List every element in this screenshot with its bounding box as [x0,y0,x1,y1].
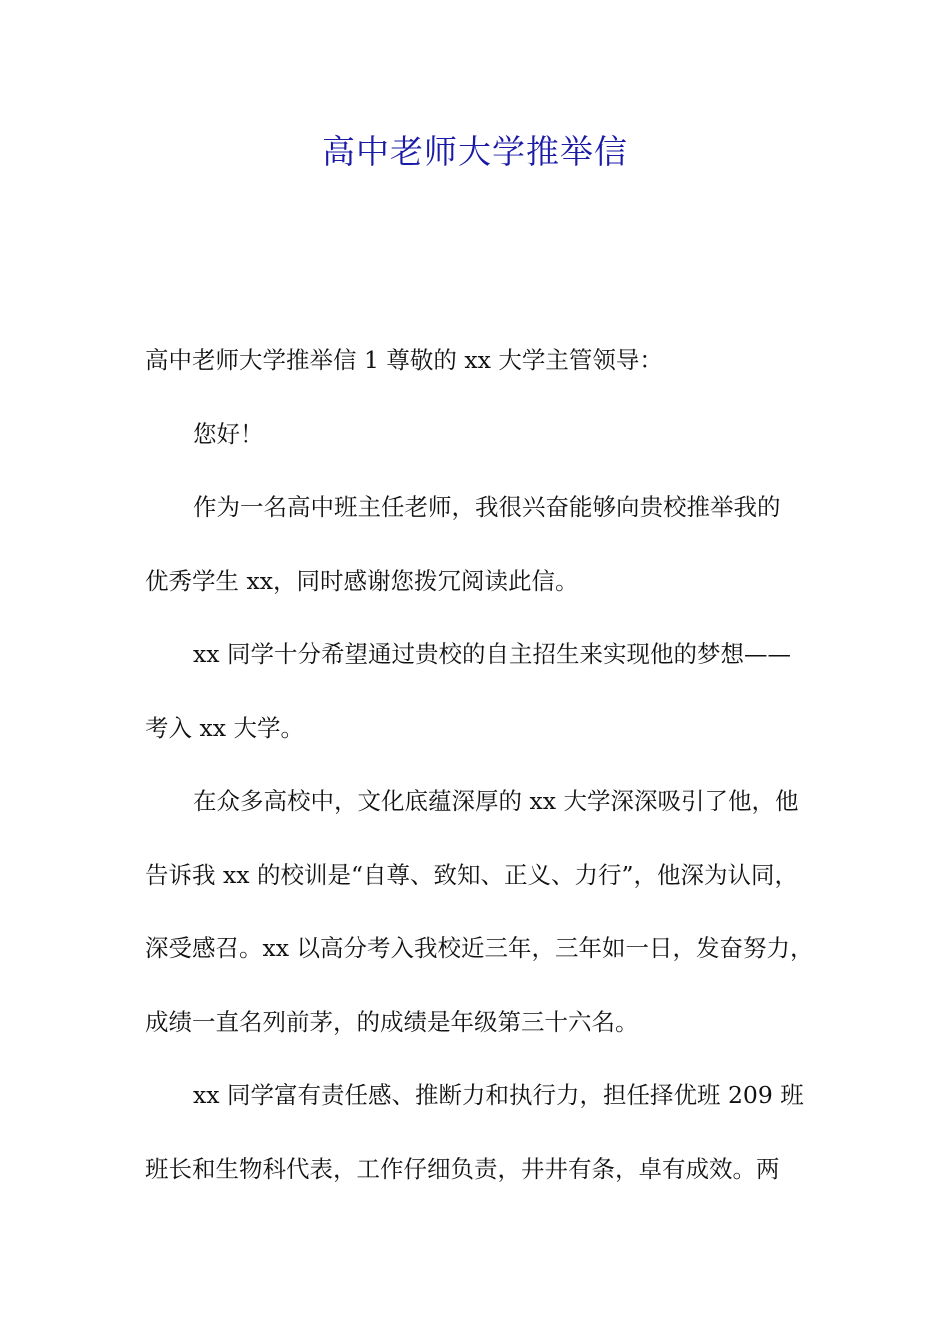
letter-line: 成绩一直名列前茅，的成绩是年级第三十六名。 [145,1007,639,1036]
letter-line: 深受感召。xx 以高分考入我校近三年，三年如一日，发奋努力， [145,934,814,962]
letter-line: xx 同学富有责任感、推断力和执行力，担任择优班 209 班 [193,1081,804,1109]
letter-line: 作为一名高中班主任老师，我很兴奋能够向贵校推举我的 [193,493,781,521]
document-title: 高中老师大学推举信 [322,132,628,171]
letter-line-greeting: 您好！ [193,419,264,448]
letter-line: 在众多高校中，文化底蕴深厚的 xx 大学深深吸引了他，他 [193,787,799,815]
letter-body [145,334,815,1216]
letter-line: 告诉我 xx 的校训是“自尊、致知、正义、力行”，他深为认同， [145,860,798,889]
letter-line: 优秀学生 xx，同时感谢您拨冗阅读此信。 [145,566,579,595]
letter-line: xx 同学十分希望通过贵校的自主招生来实现他的梦想—— [193,640,791,668]
letter-line: 考入 xx 大学。 [145,713,304,742]
letter-line: 班长和生物科代表，工作仔细负责，井井有条，卓有成效。两 [145,1154,780,1183]
letter-line-salutation: 高中老师大学推举信 1 尊敬的 xx 大学主管领导： [145,346,663,374]
